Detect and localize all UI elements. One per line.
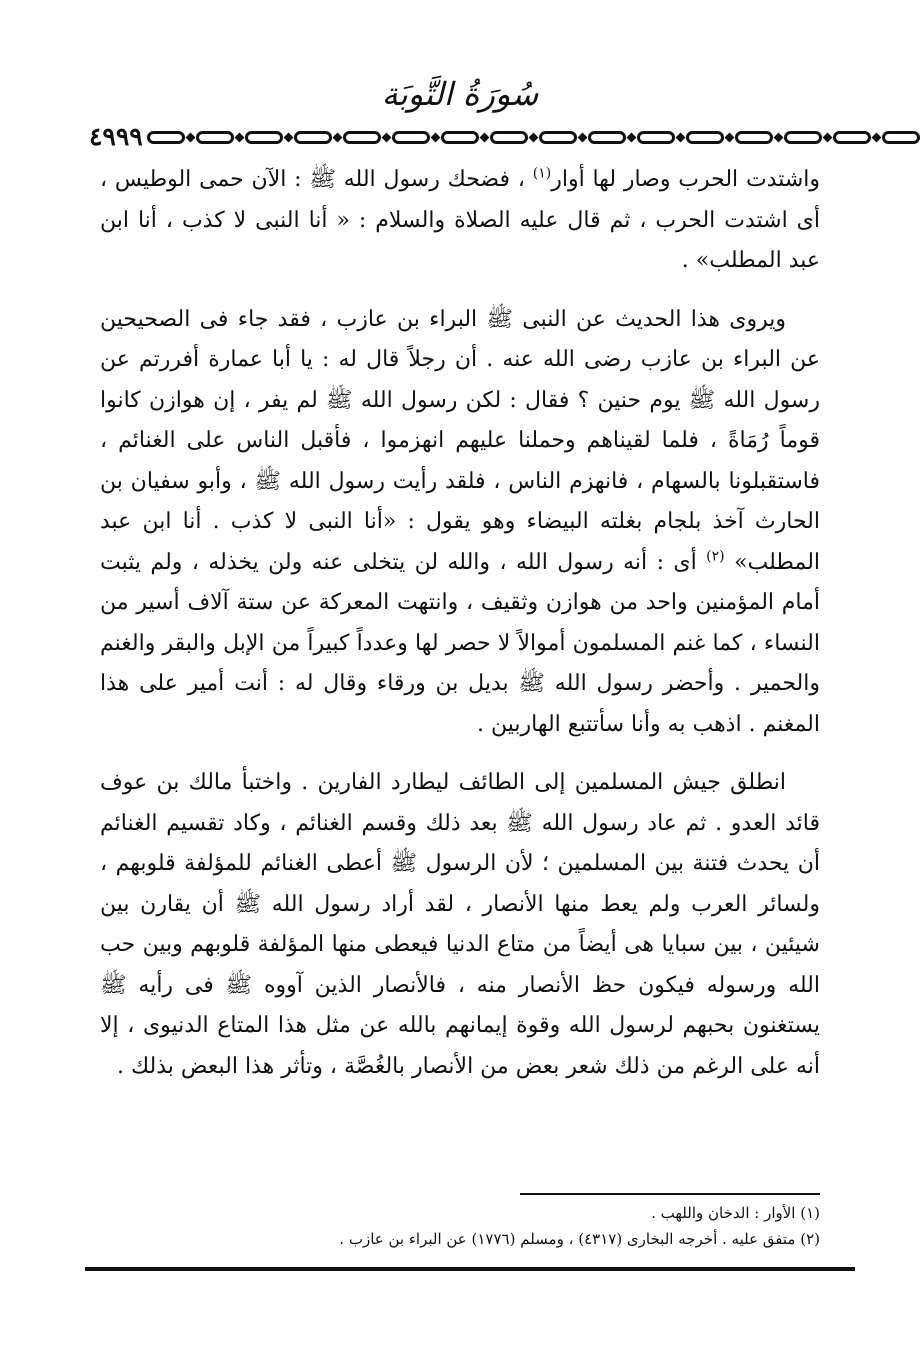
ornament-chain bbox=[147, 131, 920, 144]
header-ornament bbox=[85, 124, 840, 150]
footnotes bbox=[100, 1200, 820, 1252]
footnote-separator bbox=[520, 1193, 820, 1195]
paragraph-2: ويروى هذا الحديث عن النبى ﷺ البراء بن عازب ، فقد جاء فى الصحيحين عن البراء بن عازب رضى الله عنه . أن رجلاً قال له : يا أبا عمارة أفررتم عن رسول الله ﷺ يوم حنين ؟ فقال : لكن رسول الله ﷺ لم يفر ، إن هوازن كانوا قوماً رُمَاةً ، فلما لقيناهم وحملنا عليهم انهزموا ، فأقبل الناس على الغنائم ، فاستقبلونا بالسهام ، فانهزم الناس ، فلقد رأيت رسول الله ﷺ ، وأبو سفيان بن الحارث آخذ بلجام بغلته البيضاء وهو يقول : «أنا النبى لا كذب . أنا ابن عبد المطلب» $^{(٢)}$ أى : أنه رسول الله ، والله لن يتخلى عنه ولن يخذله ، ولم يثبت أمام المؤمنين واحد من هوازن وثقيف ، وانتهت المعركة عن ستة آلاف أسير من النساء ، كما غنم المسلمون أموالاً لا حصر لها وعدداً كبيراً من الإبل والبقر والغنم والحمير . وأحضر رسول الله ﷺ بديل بن ورقاء وقال له : أنت أمير على هذا المغنم . اذهب به وأنا سأتتبع الهاربين . bbox=[100, 306, 821, 737]
main-text bbox=[100, 160, 820, 1105]
paragraph-3: انطلق جيش المسلمين إلى الطائف ليطارد الفارين . واختبأ مالك بن عوف قائد العدو . ثم عاد رسول الله ﷺ بعد ذلك وقسم الغنائم ، وكاد تقسيم الغنائم أن يحدث فتنة بين المسلمين ؛ لأن الرسول ﷺ أعطى الغنائم للمؤلفة قلوبهم ، ولسائر العرب ولم يعط منها الأنصار ، لقد أراد رسول الله ﷺ أن يقارن بين شيئين ، بين سبايا هى أيضاً من متاع الدنيا فيعطى منها المؤلفة قلوبهم وبين حب الله ورسوله فيكون حظ الأنصار منه ، فالأنصار الذين آووه ﷺ فى رأيه ﷺ يستغنون بحبهم لرسول الله وقوة إيمانهم بالله عن مثل هذا المتاع الدنيوى ، إلا أنه على الرغم من ذلك شعر بعض من الأنصار بالغُصَّة ، وتأثر هذا البعض بذلك . bbox=[100, 770, 820, 1079]
surah-title: سُورَةُ التَّوبَة bbox=[381, 75, 539, 113]
footnote-2: (٢) متفق عليه . أخرجه البخارى (٤٣١٧) ، ومسلم (١٧٧٦) عن البراء بن عازب . bbox=[339, 1230, 820, 1248]
footnote-ref-1: (١) bbox=[532, 165, 552, 182]
page-number: ٤٩٩٩ bbox=[89, 122, 143, 151]
paragraph-1: واشتدت الحرب وصار لها أوار$^{(١)}$ ، فضحك رسول الله ﷺ : الآن حمى الوطيس ، أى اشتدت الحرب ، ثم قال عليه الصلاة والسلام : « أنا النبى لا كذب ، أنا ابن عبد المطلب» . bbox=[100, 165, 821, 273]
bottom-rule bbox=[85, 1267, 855, 1271]
footnote-ref-2: (٢) bbox=[706, 548, 725, 565]
footnote-1: (١) الأوار : الدخان واللهب . bbox=[651, 1204, 820, 1222]
